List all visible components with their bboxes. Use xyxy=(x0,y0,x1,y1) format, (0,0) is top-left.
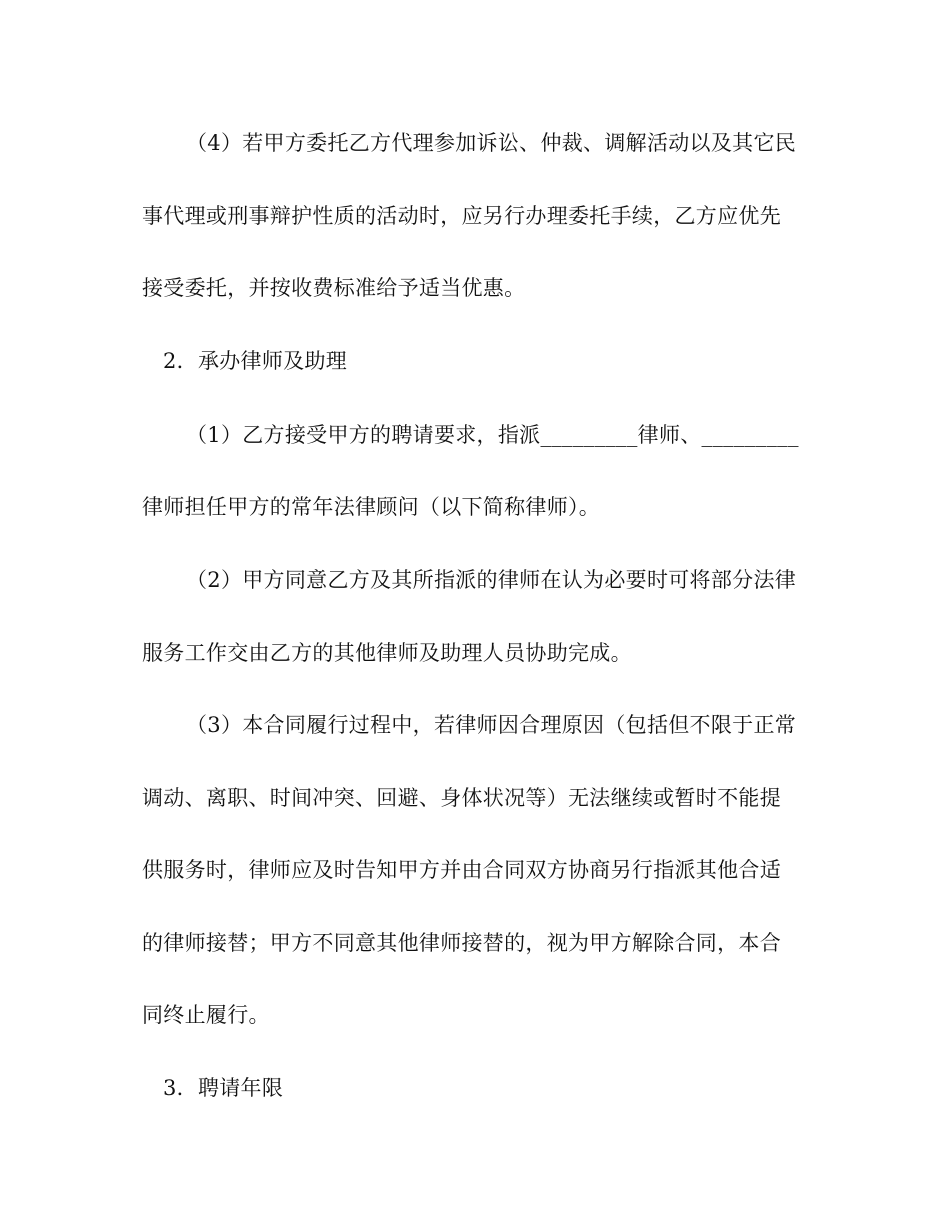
paragraph-line: 服务工作交由乙方的其他律师及助理人员协助完成。 xyxy=(142,641,632,665)
paragraph-line: 供服务时，律师应及时告知甲方并由合同双方协商另行指派其他合适 xyxy=(142,858,781,882)
paragraph-line: （2）甲方同意乙方及其所指派的律师在认为必要时可将部分法律 xyxy=(186,568,797,592)
section-heading-2: 2．承办律师及助理 xyxy=(163,349,348,373)
paragraph-line: 接受委托，并按收费标准给予适当优惠。 xyxy=(142,276,526,300)
paragraph-line: 同终止履行。 xyxy=(142,1003,270,1027)
paragraph-line: （4）若甲方委托乙方代理参加诉讼、仲裁、调解活动以及其它民 xyxy=(186,131,797,155)
paragraph-line: （3）本合同履行过程中，若律师因合理原因（包括但不限于正常 xyxy=(186,713,797,737)
paragraph-line: 调动、离职、时间冲突、回避、身体状况等）无法继续或暂时不能提 xyxy=(142,786,781,810)
paragraph-line: （1）乙方接受甲方的聘请要求，指派_________律师、_________ xyxy=(186,423,799,447)
paragraph-line: 的律师接替；甲方不同意其他律师接替的，视为甲方解除合同，本合 xyxy=(142,931,781,955)
paragraph-line: 事代理或刑事辩护性质的活动时，应另行办理委托手续，乙方应优先 xyxy=(142,204,781,228)
section-heading-3: 3．聘请年限 xyxy=(163,1076,284,1100)
paragraph-line: 律师担任甲方的常年法律顾问（以下简称律师）。 xyxy=(142,495,601,519)
